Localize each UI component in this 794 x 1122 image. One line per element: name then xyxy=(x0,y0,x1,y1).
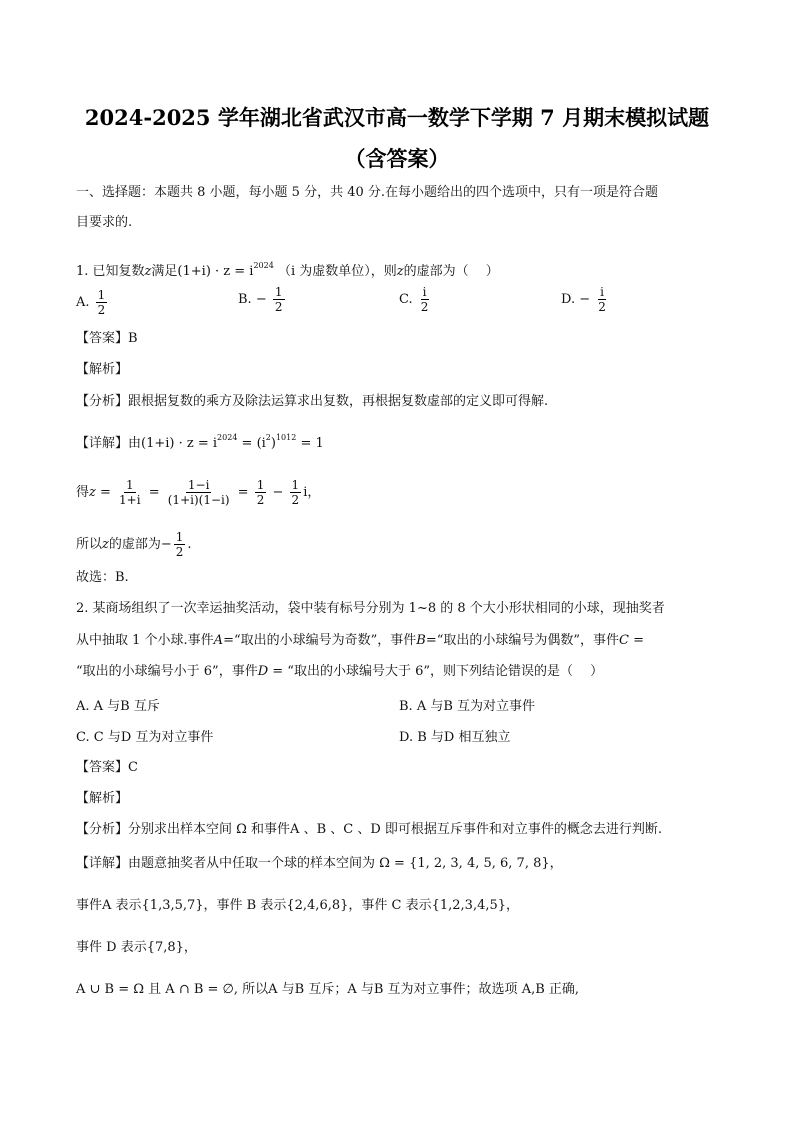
q1-option-c xyxy=(399,285,432,314)
q1-stem-b: 满足 xyxy=(151,264,178,279)
q1-stem-d: 的虚部为（ ） xyxy=(403,264,499,279)
q1-de-z: z = xyxy=(89,485,111,500)
q1-de-frac3 xyxy=(255,478,267,507)
q1-stem xyxy=(76,258,499,280)
page-title: 2024-2025 学年湖北省武汉市高一数学下学期 7 月期末模拟试题 xyxy=(84,105,710,130)
q1-option-c-fraction xyxy=(419,285,431,314)
page-subtitle: （含答案） xyxy=(344,146,450,171)
q1-option-b xyxy=(238,285,287,314)
section-heading-line1: 一、选择题：本题共 8 小题，每小题 5 分，共 40 分.在每小题给出的四个选项中，只有一项是符合题 xyxy=(76,185,659,200)
q1-suoyi-text: 的虚部为− xyxy=(108,537,172,552)
frac-num: i xyxy=(600,285,604,299)
q1-var-z2: z xyxy=(396,264,404,279)
q1-stem-a: 1. 已知复数 xyxy=(76,264,145,279)
q1-xiangjie-exp2: 1012 xyxy=(275,433,297,442)
q1-de-frac4 xyxy=(290,478,302,507)
q1-de-minus: − xyxy=(272,485,284,500)
q2-analysis-heading: 【解析】 xyxy=(76,791,129,806)
q1-var-z: z xyxy=(144,264,152,279)
q1-option-a-fraction xyxy=(96,288,108,317)
q1-option-d-fraction xyxy=(596,285,608,314)
q1-analysis-heading: 【解析】 xyxy=(76,362,129,377)
q1-xiangjie-exp1: 2024 xyxy=(217,433,238,442)
q1-option-c-label: C. xyxy=(399,292,413,307)
q1-option-d-label: D. − xyxy=(561,292,591,307)
q1-xiangjie-prefix: 【详解】由 xyxy=(76,436,142,451)
q1-option-b-fraction xyxy=(273,285,285,314)
q1-de-eq2: = xyxy=(237,485,249,500)
q2-conclusion: A ∪ B = Ω 且 A ∩ B = ∅, 所以A 与B 互斥；A 与B 互为对立事件；故选项 A,B 正确, xyxy=(76,982,580,997)
q1-suoyi-end: . xyxy=(187,537,192,552)
q1-de-tail: i， xyxy=(303,485,321,500)
q2-events-line2: 事件 D 表示{7,8}， xyxy=(76,940,197,955)
frac-num: 1 xyxy=(97,288,106,302)
frac-num: 1−i xyxy=(187,478,210,492)
q2-var-b: B xyxy=(416,633,426,648)
q2-option-b: B. A 与B 互为对立事件 xyxy=(399,699,536,714)
q1-conclusion xyxy=(76,530,192,559)
frac-num: 1 xyxy=(274,285,283,299)
q2-fenxi: 【分析】分别求出样本空间 Ω 和事件A 、B 、C 、D 即可根据互斥事件和对立事件的概念去进行判断. xyxy=(76,822,663,837)
frac-den: 2 xyxy=(598,300,606,314)
frac-num: 1 xyxy=(256,478,265,492)
q1-guxuan: 故选：B. xyxy=(76,570,129,585)
q2-p2a: 从中抽取 1 个小球.事件 xyxy=(76,633,214,648)
q1-answer: 【答案】B xyxy=(76,331,138,346)
frac-num: 1 xyxy=(125,478,134,492)
q1-xiangjie-expr: (1+i) · z = i xyxy=(141,436,218,451)
q2-option-a: A. A 与B 互斥 xyxy=(76,699,160,714)
q1-option-d xyxy=(561,285,610,314)
q2-p3a: “取出的小球编号小于 6”，事件 xyxy=(76,664,258,679)
q2-var-a: A xyxy=(213,633,224,648)
q2-var-d: D xyxy=(257,664,269,679)
q2-p2b: =“取出的小球编号为奇数”，事件 xyxy=(223,633,417,648)
frac-den: 2 xyxy=(274,300,283,314)
q1-xiangjie-sq: 2 xyxy=(265,433,271,442)
q2-answer: 【答案】C xyxy=(76,760,138,775)
frac-num: 1 xyxy=(291,478,300,492)
q1-stem-c: （i 为虚数单位），则 xyxy=(277,264,397,279)
q1-suoyi-z: z xyxy=(102,537,109,552)
frac-den: (1+i)(1−i) xyxy=(167,493,230,507)
frac-den: 2 xyxy=(97,303,106,317)
q1-fenxi: 【分析】跟根据复数的乘方及除法运算求出复数，再根据复数虚部的定义即可得解. xyxy=(76,394,549,409)
frac-den: 1+i xyxy=(119,493,141,507)
frac-den: 2 xyxy=(291,493,300,507)
q1-de-eq: = xyxy=(148,485,160,500)
q1-derivation xyxy=(76,478,320,507)
q1-option-a-label: A. xyxy=(76,295,90,310)
q1-xiangjie-end: = 1 xyxy=(296,436,324,451)
q1-xiangjie-mid: = (i xyxy=(237,436,266,451)
q1-de-prefix: 得 xyxy=(76,485,90,500)
q2-stem-line3 xyxy=(76,664,603,680)
q1-suoyi-frac xyxy=(174,530,186,559)
q1-option-a xyxy=(76,288,109,317)
q2-option-d: D. B 与D 相互独立 xyxy=(399,730,511,745)
frac-num: 1 xyxy=(175,530,184,544)
q1-de-frac1 xyxy=(117,478,143,507)
q2-stem-line2 xyxy=(76,633,644,649)
frac-den: 2 xyxy=(256,493,265,507)
q2-events-line1: 事件A 表示{1,3,5,7}，事件 B 表示{2,4,6,8}，事件 C 表示{1,2,3,4,5}， xyxy=(76,898,520,913)
q1-de-frac2 xyxy=(166,478,232,507)
q1-xiangjie-close: ) xyxy=(270,436,276,451)
q1-option-b-label: B. − xyxy=(238,292,267,307)
q2-stem-line1: 2. 某商场组织了一次幸运抽奖活动，袋中装有标号分别为 1~8 的 8 个大小形状相同的小球，现抽奖者 xyxy=(76,601,665,616)
frac-num: i xyxy=(422,285,427,299)
frac-den: 2 xyxy=(420,300,429,314)
frac-den: 2 xyxy=(175,545,184,559)
q1-exp: 2024 xyxy=(253,261,274,270)
q2-xiangjie: 【详解】由题意抽奖者从中任取一个球的样本空间为 Ω = {1, 2, 3, 4, 5, 6, 7, 8}， xyxy=(76,856,563,871)
q2-option-c: C. C 与D 互为对立事件 xyxy=(76,730,214,745)
q1-xiangjie xyxy=(76,430,324,452)
q2-p2d: = xyxy=(628,633,644,648)
q2-p2c: =“取出的小球编号为偶数”，事件 xyxy=(425,633,619,648)
q1-suoyi-prefix: 所以 xyxy=(76,537,103,552)
q1-expr: (1+i) · z = i xyxy=(177,264,254,279)
section-heading-line2: 目要求的. xyxy=(76,215,133,230)
q2-p3b: = “取出的小球编号大于 6”，则下列结论错误的是（ ） xyxy=(268,664,604,679)
q2-var-c: C xyxy=(619,633,629,648)
